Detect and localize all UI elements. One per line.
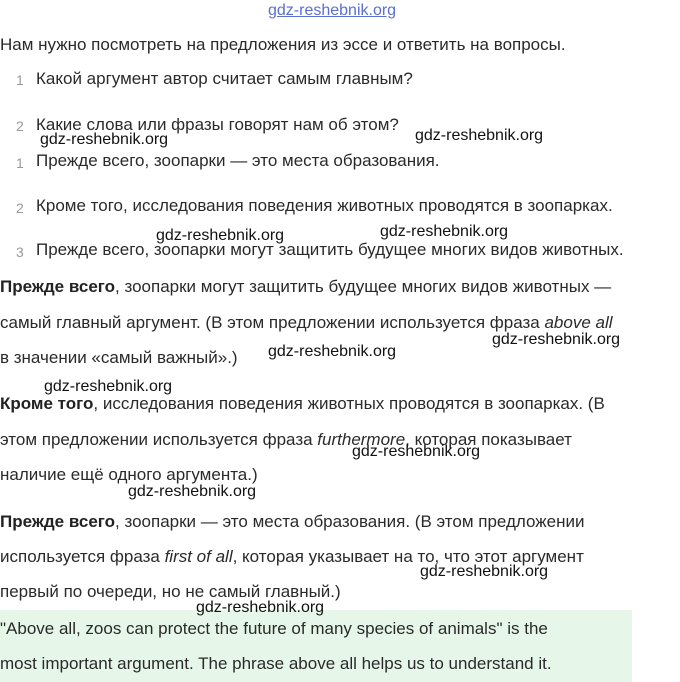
- paragraph-3-phrase: first of all: [164, 547, 233, 566]
- watermark: gdz-reshebnik.org: [268, 343, 397, 360]
- intro-text: Нам нужно посмотреть на предложения из эссе и ответить на вопросы.: [0, 35, 566, 54]
- paragraph-1-bold: Прежде всего: [0, 277, 116, 296]
- watermark: gdz-reshebnik.org: [415, 127, 544, 144]
- sentence-number-2: 2: [16, 200, 24, 216]
- sentence-1: Прежде всего, зоопарки — это места образования.: [36, 151, 440, 170]
- paragraph-2-line-3: наличие ещё одного аргумента.): [0, 465, 258, 484]
- watermark: gdz-reshebnik.org: [420, 563, 549, 580]
- paragraph-2-line-1-rest: , исследования поведения животных проводятся в зоопарках. (В: [93, 394, 605, 413]
- sentence-3: Прежде всего, зоопарки могут защитить будущее многих видов животных.: [36, 240, 624, 259]
- paragraph-3-line-2-pre: используется фраза: [0, 547, 165, 566]
- paragraph-2-line-2-pre: этом предложении используется фраза: [0, 430, 318, 449]
- paragraph-1-line-2: [0, 313, 613, 333]
- paragraph-1-line-1: [0, 277, 611, 297]
- paragraph-2-phrase: furthermore: [317, 430, 406, 449]
- paragraph-3-line-3: первый по очереди, но не самый главный.): [0, 582, 341, 601]
- watermark: gdz-reshebnik.org: [44, 378, 173, 395]
- paragraph-2-bold: Кроме того: [0, 394, 94, 413]
- question-2: Какие слова или фразы говорят нам об этом?: [36, 115, 399, 134]
- watermark: gdz-reshebnik.org: [492, 331, 621, 348]
- watermark: gdz-reshebnik.org: [156, 227, 285, 244]
- watermark: gdz-reshebnik.org: [40, 131, 169, 148]
- answer-line-1: "Above all, zoos can protect the future of many species of animals" is the: [0, 619, 548, 638]
- paragraph-1-line-1-rest: , зоопарки могут защитить будущее многих видов животных —: [115, 277, 612, 296]
- paragraph-2-line-2: [0, 430, 572, 450]
- watermark-top[interactable]: gdz-reshebnik.org: [268, 2, 397, 19]
- watermark: gdz-reshebnik.org: [352, 443, 481, 460]
- paragraph-1-line-3: в значении «самый важный».): [0, 348, 238, 367]
- paragraph-2-line-1: [0, 394, 605, 414]
- question-number-1: 1: [16, 72, 24, 88]
- question-1: Какой аргумент автор считает самым главным?: [36, 69, 413, 88]
- paragraph-3-line-1: [0, 512, 585, 532]
- sentence-number-1: 1: [16, 155, 24, 171]
- paragraph-3-line-2-post: , которая указывает на то, что этот аргумент: [232, 547, 584, 566]
- paragraph-1-phrase: above all: [544, 313, 613, 332]
- answer-line-2: most important argument. The phrase above all helps us to understand it.: [0, 654, 552, 673]
- watermark: gdz-reshebnik.org: [128, 483, 257, 500]
- watermark: gdz-reshebnik.org: [196, 599, 325, 616]
- paragraph-1-line-2-pre: самый главный аргумент. (В этом предложении используется фраза: [0, 313, 545, 332]
- paragraph-2-line-2-post: , которая показывает: [405, 430, 572, 449]
- sentence-number-3: 3: [16, 244, 24, 260]
- sentence-2: Кроме того, исследования поведения животных проводятся в зоопарках.: [36, 196, 613, 215]
- paragraph-3-line-1-rest: , зоопарки — это места образования. (В этом предложении: [115, 512, 585, 531]
- watermark: gdz-reshebnik.org: [380, 223, 509, 240]
- paragraph-3-bold: Прежде всего: [0, 512, 116, 531]
- question-number-2: 2: [16, 118, 24, 134]
